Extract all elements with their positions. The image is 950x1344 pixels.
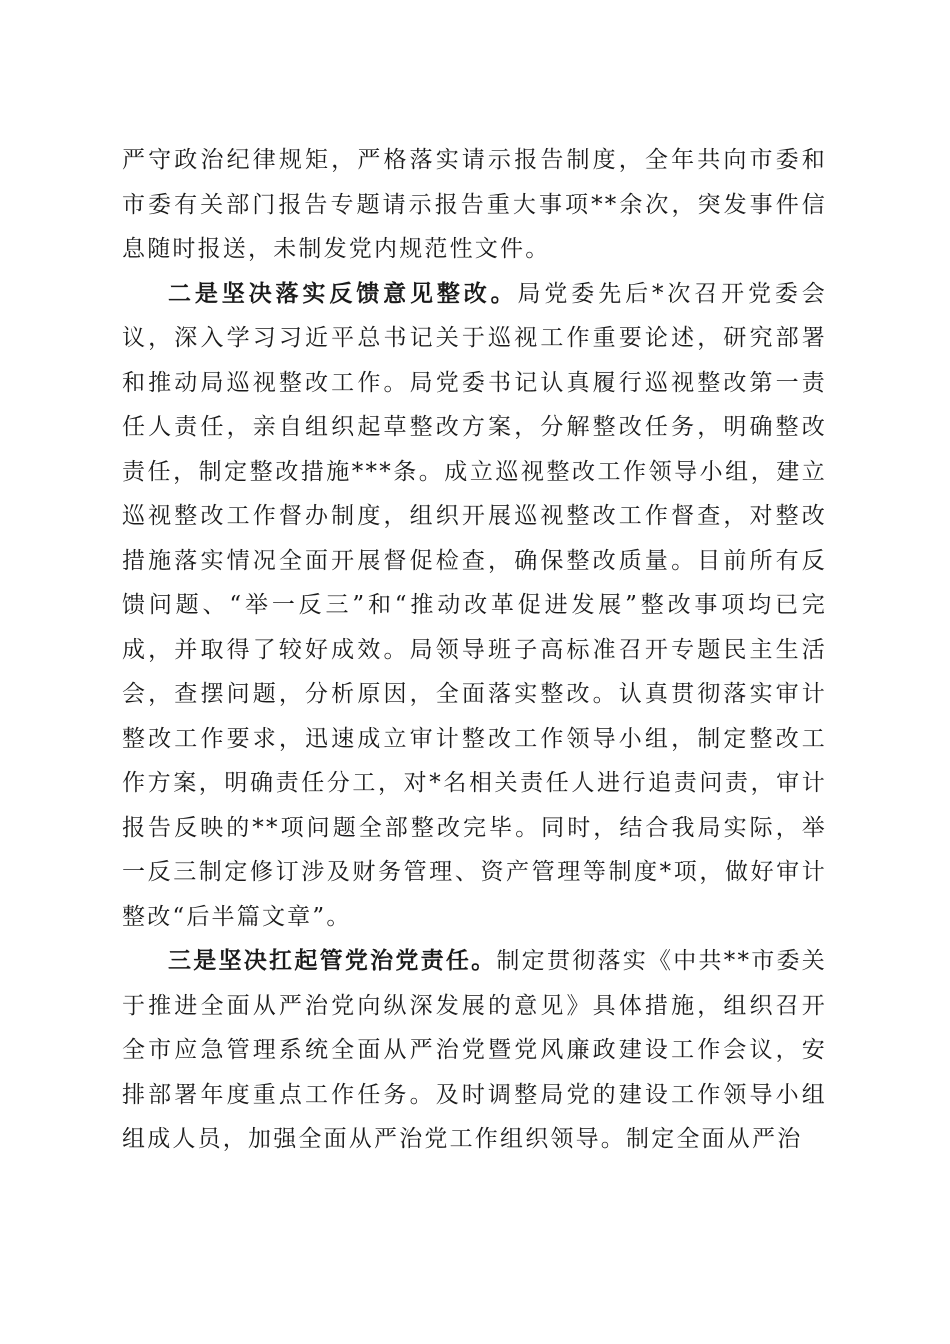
- paragraph-2-body: 局党委先后*次召开党委会议，深入学习习近平总书记关于巡视工作重要论述，研究部署和推动局巡视整改工作。局党委书记认真履行巡视整改第一责任人责任，亲自组织起草整改方案，分解整改任务，明确整改责任，制定整改措施***条。成立巡视整改工作领导小组，建立巡视整改工作督办制度，组织开展巡视整改工作督查，对整改措施落实情况全面开展督促检查，确保整改质量。目前所有反馈问题、“举一反三”和“推动改革促进发展”整改事项均已完成，并取得了较好成效。局领导班子高标准召开专题民主生活会，查摆问题，分析原因，全面落实整改。认真贯彻落实审计整改工作要求，迅速成立审计整改工作领导小组，制定整改工作方案，明确责任分工，对*名相关责任人进行追责问责，审计报告反映的**项问题全部整改完毕。同时，结合我局实际，举一反三制定修订涉及财务管理、资产管理等制度*项，做好审计整改“后半篇文章”。: [122, 280, 827, 930]
- paragraph-party-responsibility: [122, 939, 827, 1162]
- paragraph-2-lead: 二是坚决落实反馈意见整改。: [168, 279, 518, 307]
- paragraph-1-body: 严守政治纪律规矩，严格落实请示报告制度，全年共向市委和市委有关部门报告专题请示报告重大事项**余次，突发事件信息随时报送，未制发党内规范性文件。: [122, 147, 827, 262]
- paragraph-3-body: 制定贯彻落实《中共**市委关于推进全面从严治党向纵深发展的意见》具体措施，组织召开全市应急管理系统全面从严治党暨党风廉政建设工作会议，安排部署年度重点工作任务。及时调整局党的建设工作领导小组组成人员，加强全面从严治党工作组织领导。制定全面从严治: [122, 948, 827, 1152]
- paragraph-continuation: [122, 138, 827, 272]
- paragraph-3-lead: 三是坚决扛起管党治党责任。: [168, 947, 497, 974]
- paragraph-rectification: [122, 272, 827, 940]
- document-body: [122, 138, 827, 1162]
